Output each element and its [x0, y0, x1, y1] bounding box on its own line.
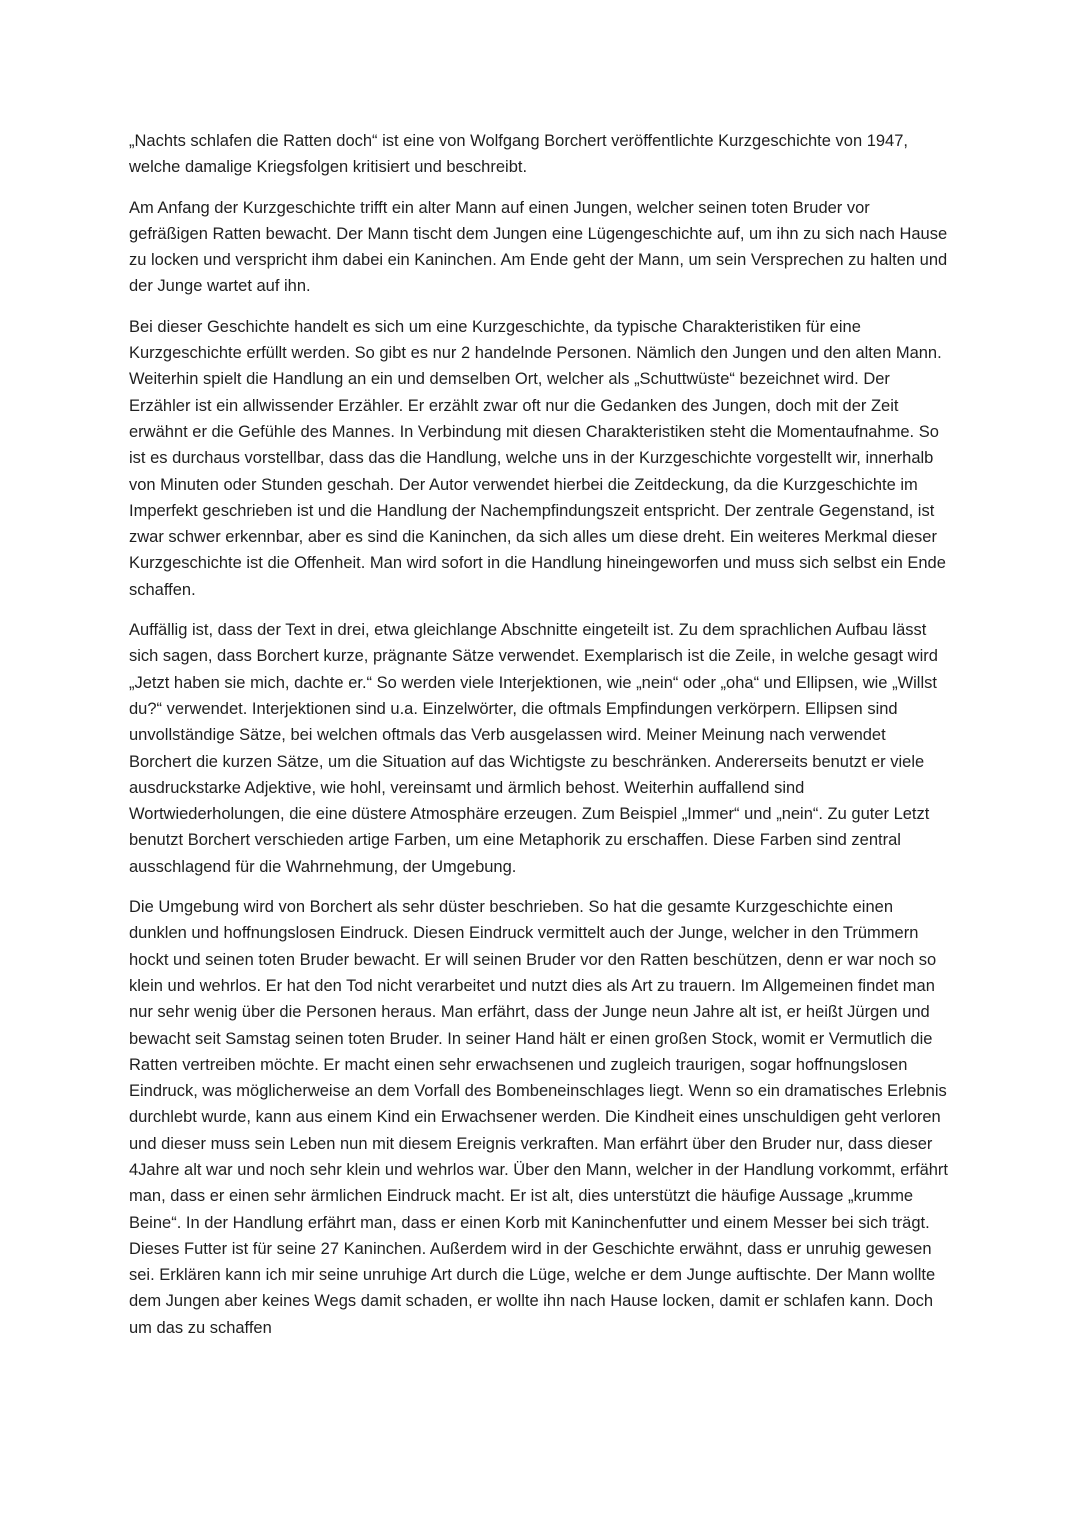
- paragraph-environment: Die Umgebung wird von Borchert als sehr düster beschrieben. So hat die gesamte Kurzgeschichte einen dunklen und hoffnungslosen Eindruck. Diesen Eindruck vermittelt auch der Junge, welcher in den Trümmern hockt und seinen toten Bruder bewacht. Er will seinen Bruder vor den Ratten beschützen, denn er war noch so klein und wehrlos. Er hat den Tod nicht verarbeitet und nutzt dies als Art zu trauern. Im Allgemeinen findet man nur sehr wenig über die Personen heraus. Man erfährt, dass der Junge neun Jahre alt ist, er heißt Jürgen und bewacht seit Samstag seinen toten Bruder. In seiner Hand hält er einen großen Stock, womit er Vermutlich die Ratten vertreiben möchte. Er macht einen sehr erwachsenen und zugleich traurigen, sogar hoffnungslosen Eindruck, was möglicherweise an dem Vorfall des Bombeneinschlages liegt. Wenn so ein dramatisches Erlebnis durchlebt wurde, kann aus einem Kind ein Erwachsener werden. Die Kindheit eines unschuldigen geht verloren und dieser muss sein Leben nun mit diesem Ereignis verkraften. Man erfährt über den Bruder nur, dass dieser 4Jahre alt war und noch sehr klein und wehrlos war. Über den Mann, welcher in der Handlung vorkommt, erfährt man, dass er einen sehr ärmlichen Eindruck macht. Er ist alt, dies unterstützt die häufige Aussage „krumme Beine“. In der Handlung erfährt man, dass er einen Korb mit Kaninchenfutter und einem Messer bei sich trägt. Dieses Futter ist für seine 27 Kaninchen. Außerdem wird in der Geschichte erwähnt, dass er unruhig gewesen sei. Erklären kann ich mir seine unruhige Art durch die Lüge, welche er dem Junge auftischte. Der Mann wollte dem Jungen aber keines Wegs damit schaden, er wollte ihn nach Hause locken, damit er schlafen kann. Doch um das zu schaffen: [129, 898, 948, 1337]
- paragraph-language: Auffällig ist, dass der Text in drei, etwa gleichlange Abschnitte eingeteilt ist. Zu dem sprachlichen Aufbau lässt sich sagen, dass Borchert kurze, prägnante Sätze verwendet. Exemplarisch ist die Zeile, in welche gesagt wird „Jetzt haben sie mich, dachte er.“ So werden viele Interjektionen, wie „nein“ oder „oha“ und Ellipsen, wie „Willst du?“ verwendet. Interjektionen sind u.a. Einzelwörter, die oftmals Empfindungen verkörpern. Ellipsen sind unvollständige Sätze, bei welchen oftmals das Verb ausgelassen wird. Meiner Meinung nach verwendet Borchert die kurzen Sätze, um die Situation auf das Wichtigste zu beschränken. Andererseits benutzt er viele ausdruckstarke Adjektive, wie hohl, vereinsamt und ärmlich behost. Weiterhin auffallend sind Wortwiederholungen, die eine düstere Atmosphäre erzeugen. Zum Beispiel „Immer“ und „nein“. Zu guter Letzt benutzt Borchert verschieden artige Farben, um eine Metaphorik zu erschaffen. Diese Farben sind zentral ausschlagend für die Wahrnehmung, der Umgebung.: [129, 621, 938, 876]
- paragraph-characteristics: Bei dieser Geschichte handelt es sich um eine Kurzgeschichte, da typische Charakteristiken für eine Kurzgeschichte erfüllt werden. So gibt es nur 2 handelnde Personen. Nämlich den Jungen und den alten Mann. Weiterhin spielt die Handlung an ein und demselben Ort, welcher als „Schuttwüste“ bezeichnet wird. Der Erzähler ist ein allwissender Erzähler. Er erzählt zwar oft nur die Gedanken des Jungen, doch mit der Zeit erwähnt er die Gefühle des Mannes. In Verbindung mit diesen Charakteristiken steht die Momentaufnahme. So ist es durchaus vorstellbar, dass das die Handlung, welche uns in der Kurzgeschichte vorgestellt wir, innerhalb von Minuten oder Stunden geschah. Der Autor verwendet hierbei die Zeitdeckung, da die Kurzgeschichte im Imperfekt geschrieben ist und die Handlung der Nachempfindungszeit entspricht. Der zentrale Gegenstand, ist zwar schwer erkennbar, aber es sind die Kaninchen, da sich alles um diese dreht. Ein weiteres Merkmal dieser Kurzgeschichte ist die Offenheit. Man wird sofort in die Handlung hineingeworfen und muss sich selbst ein Ende schaffen.: [129, 317, 946, 599]
- document-page: [129, 128, 951, 1355]
- paragraph-intro: „Nachts schlafen die Ratten doch“ ist eine von Wolfgang Borchert veröffentlichte Kurzgeschichte von 1947, welche damalige Kriegsfolgen kritisiert und beschreibt.: [129, 132, 908, 177]
- paragraph-summary: Am Anfang der Kurzgeschichte trifft ein alter Mann auf einen Jungen, welcher seinen toten Bruder vor gefräßigen Ratten bewacht. Der Mann tischt dem Jungen eine Lügengeschichte auf, um ihn zu sich nach Hause zu locken und verspricht ihm dabei ein Kaninchen. Am Ende geht der Mann, um sein Versprechen zu halten und der Junge wartet auf ihn.: [129, 198, 948, 296]
